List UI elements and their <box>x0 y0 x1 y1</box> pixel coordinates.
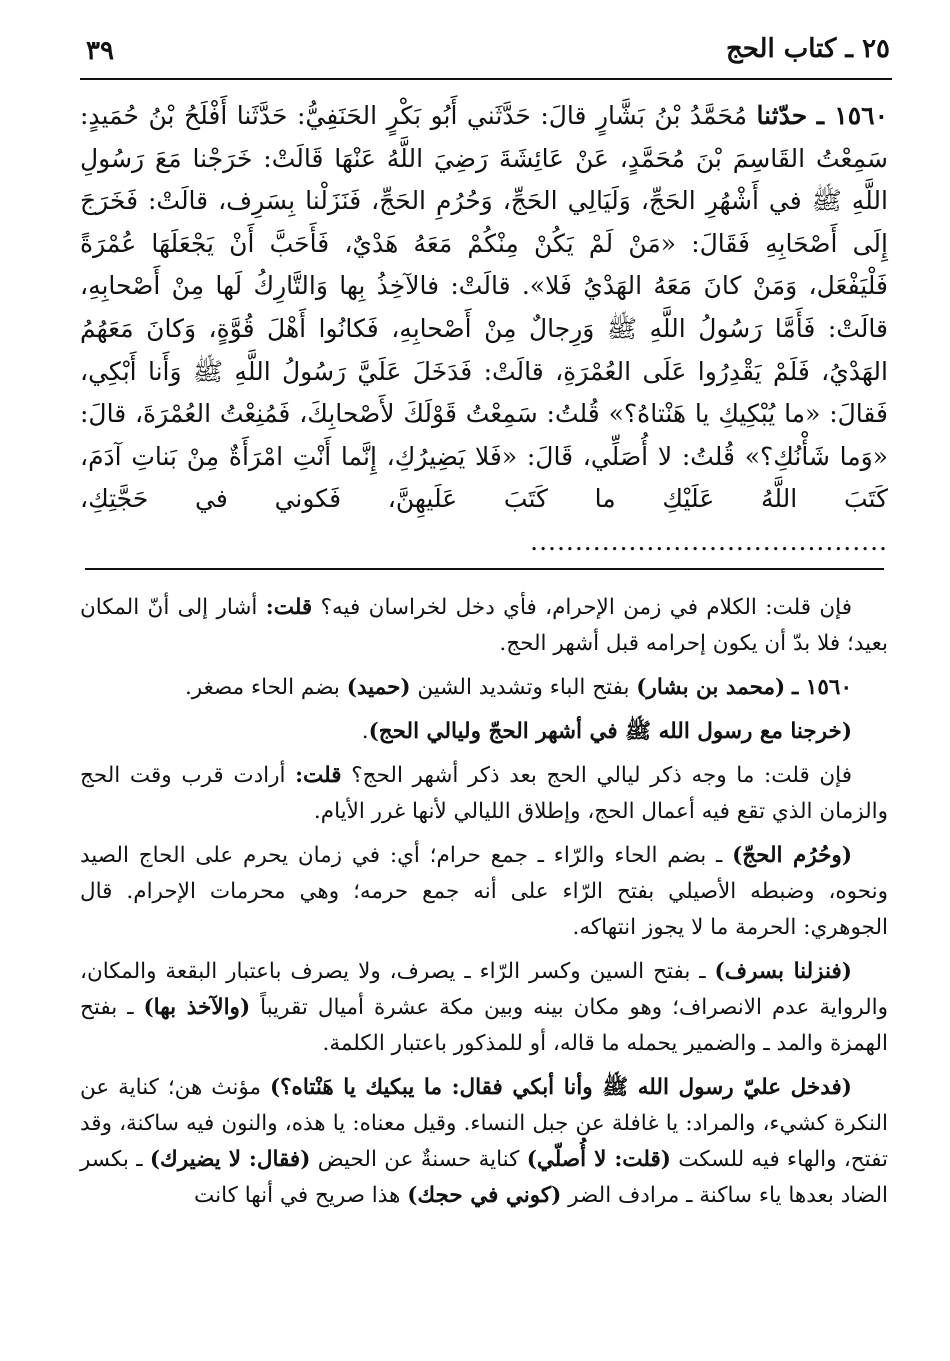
answer-text: أشار إلى أنّ المكان بعيد؛ فلا بدّ أن يكون إحرامه قبل أشهر الحج. <box>80 595 888 656</box>
commentary-text: كناية حسنةٌ عن الحيض <box>317 1147 520 1172</box>
quoted-phrase: (فنزلنا بسرف) <box>714 959 852 984</box>
hadith-paragraph <box>80 95 888 564</box>
header-divider <box>80 78 892 80</box>
commentary-text: ـ بكسر الضاد بعدها ياء ساكنة ـ مرادف الضر <box>80 1147 888 1208</box>
quoted-phrase: (خرجنا مع رسول الله ﷺ في أشهر الحجّ وليالي الحج) <box>368 719 852 744</box>
commentary-paragraph <box>80 1070 888 1214</box>
hadith-body: مُحَمَّدُ بْنُ بَشَّارٍ قالَ: حَدَّثَني أَبُو بَكْرٍ الحَنَفِيُّ: حَدَّثَنا أَفْلَحُ بْنُ حُمَيدٍ: سَمِعْتُ القَاسِمَ بْنَ مُحَمَّدٍ، عَنْ عَائِشَةَ رَضِيَ اللَّهُ عَنْهَا قَالَتْ: خَرَجْنا مَعَ رَسُولِ اللَّهِ ﷺ في أَشْهُرِ الحَجِّ، وَلَيَالِي الحَجِّ، وَحُرُمِ الحَجِّ، فَنَزَلْنا بِسَرِف، قالَتْ: فَخَرَجَ إِلَى أَصْحَابِهِ فَقَالَ: «مَنْ لَمْ يَكُنْ مِنْكُمْ مَعَهُ هَدْيٌ، فَأَحَبَّ أَنْ يَجْعَلَهَا عُمْرَةً فَلْيَفْعَل، وَمَنْ كانَ مَعَهُ الهَدْيُ فَلا». قالَتْ: فالآخِذُ بِها وَالتَّارِكُ لَها مِنْ أَصْحابِهِ، قالَتْ: فَأَمَّا رَسُولُ اللَّهِ ﷺ وَرِجالٌ مِنْ أَصْحابِهِ، فَكانُوا أَهْلَ قُوَّةٍ، وَكانَ مَعَهُمُ الهَدْيُ، فَلَمْ يَقْدِرُوا عَلَى العُمْرَةِ، قالَتْ: فَدَخَلَ عَلَيَّ رَسُولُ اللَّهِ ﷺ وَأَنا أَبْكِي، فَقالَ: «ما يُبْكِيكِ يا هَنْتاهُ؟» قُلتُ: سَمِعْتُ قَوْلَكَ لأَصْحابِكَ، فَمُنِعْتُ العُمْرَةَ، قالَ: «وَما شَأْنُكِ؟» قُلتُ: لا أُصَلِّي، قَالَ: «فَلا يَضِيرُكِ، إِنَّما أَنْتِ امْرَأَةٌ مِنْ بَناتِ آدَمَ، كَتَبَ اللَّهُ عَلَيْكِ ما كَتَبَ عَلَيهِنَّ، فَكوني في حَجَّتِكِ، <box>80 101 888 514</box>
answer-text: أرادت قرب وقت الحج والزمان الذي تقع فيه أعمال الحج، وإطلاق الليالي لأنها غرر الأيام. <box>80 763 888 824</box>
quoted-phrase: (فدخل عليّ رسول الله ﷺ وأنا أبكي فقال: ما يبكيك يا هَنْتاه؟) <box>269 1075 852 1100</box>
quoted-phrase: (قلت: لا أُصلّي) <box>526 1147 671 1172</box>
quoted-phrase: (حميد) <box>346 675 411 700</box>
page-header <box>80 30 890 74</box>
page-number: ٣٩ <box>86 36 114 66</box>
commentary-block <box>80 590 888 1214</box>
quoted-phrase: (كوني في حجك) <box>407 1183 562 1208</box>
commentary-paragraph <box>80 590 888 662</box>
section-divider <box>85 568 884 570</box>
commentary-text: هذا صريح في أنها كانت <box>193 1183 401 1208</box>
commentary-text: ـ بفتح الهمزة والمد ـ والضمير يحمله ما قاله، أو للمذكور باعتبار الكلمة. <box>80 995 888 1056</box>
chapter-title: ٢٥ ـ كتاب الحج <box>725 34 890 64</box>
commentary-paragraph <box>80 758 888 830</box>
commentary-text: ـ بفتح السين وكسر الرّاء ـ يصرف، ولا يصرف باعتبار البقعة والمكان، والرواية عدم الانصراف؛ وهو مكان بينه وبين مكة عشرة أميال تقريباً <box>80 959 889 1020</box>
commentary-text: ـ بضم الحاء والرّاء ـ جمع حرام؛ أي: في زمان يحرم على الحاج الصيد ونحوه، وضبطه الأصيلي بفتح الرّاء على أنه جمع حرمه؛ وهي محرمات الإحرام. قال الجوهري: الحرمة ما لا يجوز انتهاكه. <box>80 843 888 940</box>
commentary-paragraph <box>80 670 888 706</box>
hadith-narration-intro: حدّثنا <box>756 101 808 130</box>
quoted-phrase: (والآخذ بها) <box>143 995 251 1020</box>
question-text: فإن قلت: الكلام في زمن الإحرام، فأي دخل لخراسان فيه؟ <box>320 595 852 620</box>
quoted-phrase: (فقال: لا يضيرك) <box>149 1147 311 1172</box>
commentary-text: . <box>361 719 369 744</box>
commentary-paragraph <box>80 954 888 1062</box>
hadith-continuation-dots: ........................................ <box>530 526 888 556</box>
commentary-text: بفتح الباء وتشديد الشين <box>417 675 630 700</box>
commentary-text: بضم الحاء مصغر. <box>184 675 340 700</box>
question-text: فإن قلت: ما وجه ذكر ليالي الحج بعد ذكر أشهر الحج؟ <box>351 763 852 788</box>
commentary-paragraph <box>80 714 888 750</box>
commentary-paragraph <box>80 838 888 946</box>
hadith-number: ١٥٦٠ ـ <box>816 101 889 130</box>
commentary-text: مؤنث هن؛ كناية عن النكرة كشيء، والمراد: يا غافلة عن جبل النساء. وقيل معناه: يا هذه، والنون فيه ساكنة، وقد تفتح، والهاء فيه للسكت <box>80 1075 889 1172</box>
quoted-phrase: (محمد بن بشار) <box>636 675 786 700</box>
quoted-phrase: (وحُرُم الحجّ) <box>732 843 852 868</box>
answer-label: قلت: <box>295 763 342 788</box>
answer-label: قلت: <box>265 595 313 620</box>
commentary-number: ١٥٦٠ ـ <box>792 675 852 700</box>
hadith-text-block <box>80 95 888 564</box>
